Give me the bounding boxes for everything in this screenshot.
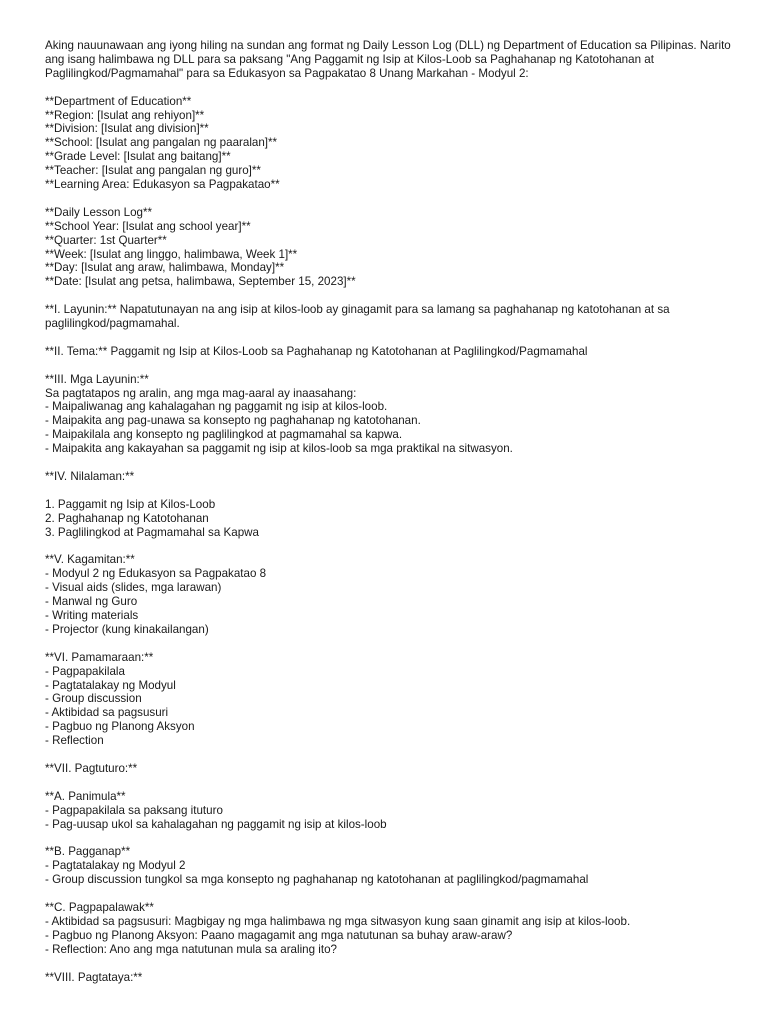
intro-paragraph [45,39,735,81]
section-heading: **VIII. Pagtataya:** [45,970,143,984]
text-line: **School Year: [Isulat ang school year]** [45,219,251,233]
text-line: Sa pagtatapos ng aralin, ang mga mag-aaral ay inaasahang: [45,386,357,400]
list-item: - Aktibidad sa pagsusuri: Magbigay ng mga halimbawa ng mga sitwasyon kung saan ginamit ang isip at kilos-loob. [45,914,631,928]
text-line: **II. Tema:** Paggamit ng Isip at Kilos-Loob sa Paghahanap ng Katotohanan at Paglilingkod/Pagmamahal [45,344,588,358]
layunin-section [45,303,735,331]
list-item: - Pagtatalakay ng Modyul 2 [45,859,186,873]
list-item: 3. Paglilingkod at Pagmamahal sa Kapwa [45,525,259,539]
text-line: **Day: [Isulat ang araw, halimbawa, Monday]** [45,261,285,275]
panimula-section [45,790,735,832]
text-line: **Quarter: 1st Quarter** [45,233,167,247]
section-heading: **VI. Pamamaraan:** [45,650,154,664]
nilalaman-list [45,498,735,540]
list-item: 1. Paggamit ng Isip at Kilos-Loob [45,497,216,511]
list-item: - Maipakita ang pag-unawa sa konsepto ng paghahanap ng katotohanan. [45,414,421,428]
text-line: ang isang halimbawa ng DLL para sa paksang "Ang Paggamit ng Isip at Kilos-Loob sa Paghahanap ng Katotohanan at [45,52,654,66]
section-heading: **V. Kagamitan:** [45,553,135,567]
tema-section [45,345,735,359]
subsection-heading: **C. Pagpapalawak** [45,900,154,914]
list-item: - Group discussion [45,692,142,706]
text-line: Aking nauunawaan ang iyong hiling na sundan ang format ng Daily Lesson Log (DLL) ng Department of Education sa Pilipinas. Narito [45,39,731,52]
subsection-heading: **B. Pagganap** [45,845,131,859]
list-item: - Manwal ng Guro [45,595,138,609]
header-info-block [45,95,735,192]
list-item: - Maipakilala ang konsepto ng paglilingkod at pagmamahal sa kapwa. [45,428,403,442]
text-line: **I. Layunin:** Napatutunayan na ang isip at kilos-loob ay ginagamit para sa lamang sa paghahanap ng katotohanan at sa [45,303,670,317]
section-heading: **VII. Pagtuturo:** [45,761,138,775]
mga-layunin-section [45,373,735,456]
text-line: Paglilingkod/Pagmamahal" para sa Edukasyon sa Pagpakatao 8 Unang Markahan - Modyul 2: [45,66,529,80]
pagtuturo-heading-block [45,762,735,776]
list-item: 2. Paghahanap ng Katotohanan [45,511,209,525]
text-line: **School: [Isulat ang pangalan ng paaralan]** [45,136,278,150]
section-heading: **IV. Nilalaman:** [45,470,135,483]
section-heading: **III. Mga Layunin:** [45,372,149,386]
list-item: - Reflection: Ano ang mga natutunan mula sa araling ito? [45,942,337,956]
document-page [45,39,735,998]
list-item: - Group discussion tungkol sa mga konsepto ng paghahanap ng katotohanan at paglilingkod/pagmamahal [45,873,589,887]
pagganap-section [45,845,735,887]
list-item: - Modyul 2 ng Edukasyon sa Pagpakatao 8 [45,567,267,581]
list-item: - Pagbuo ng Planong Aksyon [45,720,195,734]
list-item: - Pagtatalakay ng Modyul [45,678,176,692]
text-line: **Department of Education** [45,94,192,108]
text-line: **Week: [Isulat ang linggo, halimbawa, Week 1]** [45,247,298,261]
list-item: - Pagpapakilala [45,664,125,678]
list-item: - Maipaliwanag ang kahalagahan ng paggamit ng isip at kilos-loob. [45,400,388,414]
kagamitan-section [45,553,735,636]
pagpapalawak-section [45,901,735,957]
text-line: **Date: [Isulat ang petsa, halimbawa, September 15, 2023]** [45,275,356,289]
list-item: - Maipakita ang kakayahan sa paggamit ng isip at kilos-loob sa mga praktikal na sitwasyon. [45,442,513,456]
list-item: - Pag-uusap ukol sa kahalagahan ng paggamit ng isip at kilos-loob [45,817,387,831]
pagtataya-heading-block [45,971,735,985]
text-line: **Learning Area: Edukasyon sa Pagpakatao** [45,178,280,192]
nilalaman-heading-block [45,470,735,484]
list-item: - Projector (kung kinakailangan) [45,622,209,636]
pamamaraan-section [45,651,735,748]
list-item: - Pagpapakilala sa paksang ituturo [45,803,223,817]
list-item: - Pagbuo ng Planong Aksyon: Paano magagamit ang mga natutunan sa buhay araw-araw? [45,928,513,942]
list-item: - Visual aids (slides, mga larawan) [45,581,222,595]
list-item: - Reflection [45,734,104,748]
text-line: **Region: [Isulat ang rehiyon]** [45,108,205,122]
text-line: paglilingkod/pagmamahal. [45,317,180,331]
subsection-heading: **A. Panimula** [45,789,126,803]
text-line: **Teacher: [Isulat ang pangalan ng guro]** [45,164,261,178]
text-line: **Daily Lesson Log** [45,205,152,219]
list-item: - Writing materials [45,609,139,623]
text-line: **Division: [Isulat ang division]** [45,122,209,136]
list-item: - Aktibidad sa pagsusuri [45,706,169,720]
log-info-block [45,206,735,289]
text-line: **Grade Level: [Isulat ang baitang]** [45,150,231,164]
